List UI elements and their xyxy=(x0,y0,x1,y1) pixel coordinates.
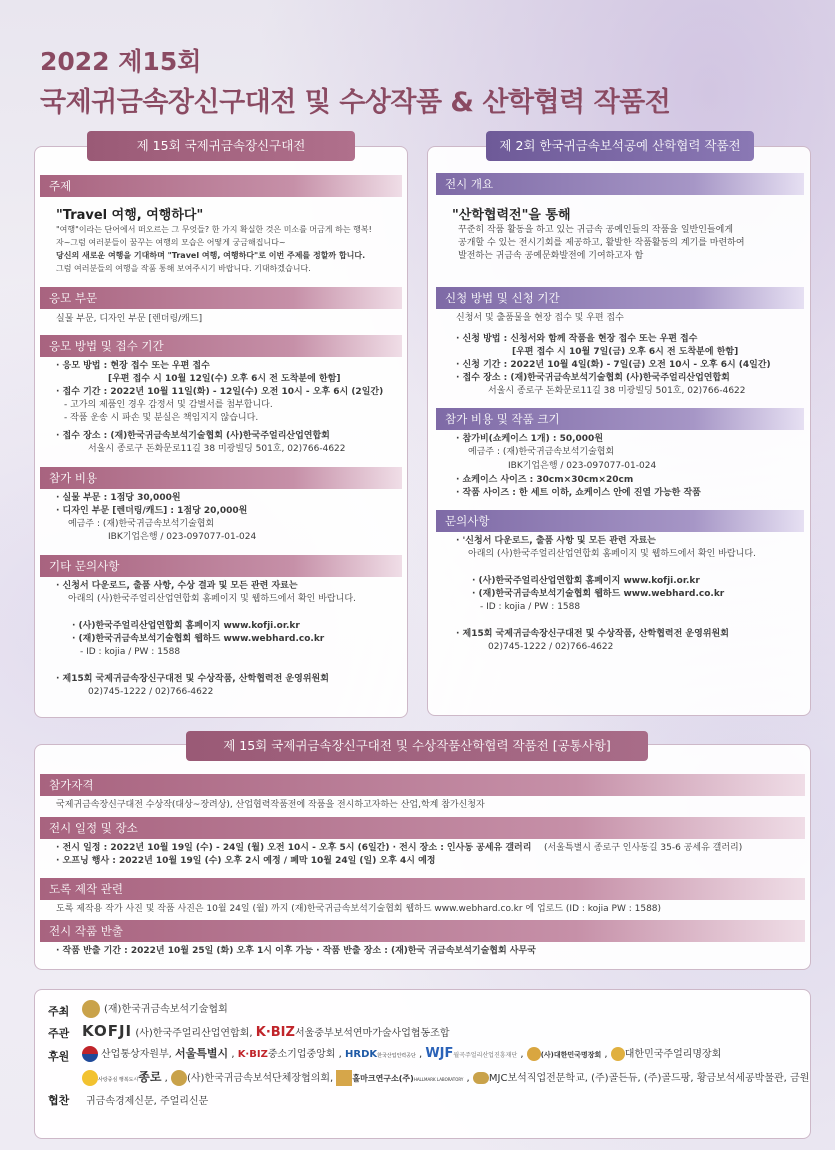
right-fee-l2: 예금주 : (재)한국귀금속보석기술협회 xyxy=(468,447,615,457)
hrdk-sub: 한국산업인력공단 xyxy=(377,1053,416,1059)
right-fee-l3: IBK기업은행 / 023-097077-01-024 xyxy=(508,461,657,471)
org-row xyxy=(82,1022,450,1040)
left-etc-l7: 02)745-1222 / 02)766-4622 xyxy=(88,687,214,697)
jewelry-master-icon xyxy=(611,1047,625,1061)
sp11-names: MJC보석직업전문학교, (주)골든듀, (주)골드팡, 황금보석세공박물관, 금원 xyxy=(488,1073,810,1084)
council-seal-icon xyxy=(171,1070,187,1086)
wjf-logo: WJF xyxy=(425,1046,454,1061)
left-method-l4: - 고가의 제품인 경우 감정서 및 감별서를 첨부합니다. xyxy=(64,400,273,410)
common-catalog-text: 도록 제작용 작가 사진 및 작품 사진은 10월 24일 (월) 까지 (재)한국귀금속보석기술협회 웹하드 www.webhard.co.kr 에 업로드 (ID : kojia PW : 1588) xyxy=(56,904,662,914)
right-inquiry-l1: · '신청서 다운로드, 출품 사항 및 모든 관련 자료는 xyxy=(456,536,656,546)
left-method-l3: · 접수 기간 : 2022년 10월 11일(화) - 12일(수) 오전 10시 - 오후 6시 (2일간) xyxy=(56,387,384,397)
sp3-name: 중소기업중앙회 xyxy=(267,1049,336,1060)
left-category-text: 실물 부문, 디자인 부문 [렌더링/캐드] xyxy=(56,314,203,324)
common-qual-heading: 참가자격 xyxy=(40,774,805,796)
left-method-l5: - 작품 운송 시 파손 및 분실은 책임지지 않습니다. xyxy=(64,413,259,423)
left-panel-title: 제 15회 국제귀금속장신구대전 xyxy=(87,131,355,161)
sp10-sub: HALLMARK LABORATORY xyxy=(413,1077,464,1082)
left-etc-l3: · (사)한국주얼리산업연합회 홈페이지 www.kofji.or.kr xyxy=(72,621,300,631)
right-overview-l1: 꾸준히 작품 활동을 하고 있는 귀금속 공예인들의 작품을 일반인들에게 xyxy=(458,225,734,235)
jongno-sub: 사랑중심 행복도시 xyxy=(98,1077,139,1083)
right-fee-l1: · 참가비(쇼케이스 1개) : 50,000원 xyxy=(456,434,604,444)
common-panel-title: 제 15회 국제귀금속장신구대전 및 수상작품산학협력 작품전 [공통사항] xyxy=(186,731,648,761)
left-theme-l4: 그럼 여러분들의 여행을 작품 통해 보여주시기 바랍니다. 기대하겠습니다. xyxy=(56,264,311,273)
common-return-heading: 전시 작품 반출 xyxy=(40,920,805,942)
right-inquiry-heading: 문의사항 xyxy=(436,510,804,532)
right-overview-heading: 전시 개요 xyxy=(436,173,804,195)
left-etc-l1: · 신청서 다운로드, 출품 사항, 수상 결과 및 모든 관련 자료는 xyxy=(56,581,298,591)
sp6-name: (사)대한민국명장회 xyxy=(540,1051,602,1059)
kojia-seal-icon xyxy=(82,1000,100,1018)
hrdk-logo: HRDK xyxy=(345,1049,378,1060)
right-inquiry-l2: 아래의 (사)한국주얼리산업연합회 홈페이지 및 웹하드에서 확인 바랍니다. xyxy=(468,549,756,559)
right-apply-l4: · 접수 장소 : (재)한국귀금속보석기술협회 (사)한국주얼리산업연합회 xyxy=(456,373,730,383)
right-fee-l5: · 작품 사이즈 : 한 세트 이하, 쇼케이스 안에 진열 가능한 작품 xyxy=(456,488,701,498)
title-main: 국제귀금속장신구대전 및 수상작품 & 산학협력 작품전 xyxy=(40,87,671,118)
right-inquiry-l3: · (사)한국주얼리산업연합회 홈페이지 www.kofji.or.kr xyxy=(472,576,700,586)
left-etc-heading: 기타 문의사항 xyxy=(40,555,402,577)
right-overview-big: "산학협력전"을 통해 xyxy=(452,208,571,223)
common-schedule-l1b: (서울특별시 종로구 인사동길 35-6 공세유 갤러리) xyxy=(544,843,743,853)
jongno-name: 종로 xyxy=(138,1070,162,1084)
mjc-icon xyxy=(473,1072,489,1084)
coop-names: 귀금속경제신문, 주얼리신문 xyxy=(86,1096,209,1107)
left-fee-l2: · 디자인 부문 [렌더링/캐드] : 1점당 20,000원 xyxy=(56,506,248,516)
jongno-icon xyxy=(82,1070,98,1086)
sponsor-row2: 사랑중심 행복도시종로 , (사)한국귀금속보석단체장협의회, 홀마크연구소(주)HALLMARK LABORATORY , MJC보석직업전문학교, (주)골든듀, (주)골드팡, 황금보석세공박물관, 금원 xyxy=(82,1068,809,1086)
left-method-heading: 응모 방법 및 접수 기간 xyxy=(40,335,402,357)
left-etc-l4: · (재)한국귀금속보석기술협회 웹하드 www.webhard.co.kr xyxy=(72,634,325,644)
left-theme-big: "Travel 여행, 여행하다" xyxy=(56,208,204,223)
right-fee-heading: 참가 비용 및 작품 크기 xyxy=(436,408,804,430)
left-theme-l3: 당신의 새로운 여행을 기대하며 "Travel 여행, 여행하다"로 이번 주제를 정할까 합니다. xyxy=(56,251,366,260)
taeguk-icon xyxy=(82,1046,98,1062)
title-year: 2022 제15회 xyxy=(40,47,202,76)
sp10-logo: 홀마크연구소(주) xyxy=(352,1074,414,1083)
sp2-name: 서울특별시 xyxy=(175,1047,229,1060)
right-panel-title: 제 2회 한국귀금속보석공예 산학협력 작품전 xyxy=(486,131,754,161)
left-method-l1: · 응모 방법 : 현장 접수 또는 우편 접수 xyxy=(56,361,210,371)
sponsor-label: 후원 xyxy=(48,1050,70,1063)
right-apply-heading: 신청 방법 및 신청 기간 xyxy=(436,287,804,309)
common-qual-text: 국제귀금속장신구대전 수상작(대상~장려상), 산업협력작품전에 작품을 전시하고자하는 산업,학계 참가신청자 xyxy=(56,800,485,810)
host-name: (재)한국귀금속보석기술협회 xyxy=(104,1004,228,1015)
left-theme-heading: 주제 xyxy=(40,175,402,197)
left-fee-l1: · 실물 부문 : 1점당 30,000원 xyxy=(56,493,181,503)
left-etc-l2: 아래의 (사)한국주얼리산업연합회 홈페이지 및 웹하드에서 확인 바랍니다. xyxy=(68,594,356,604)
common-schedule-heading: 전시 일정 및 장소 xyxy=(40,817,805,839)
sponsor-row1: 산업통상자원부, 서울특별시 , K·BIZ중소기업중앙회 , HRDK한국산업인력공단 , WJF월곡주얼리산업진흥재단 , (사)대한민국명장회 , 대한민국주얼리명장회 xyxy=(82,1045,721,1062)
wjf-name: 월곡주얼리산업진흥재단 xyxy=(453,1052,518,1059)
right-apply-l0: 신청서 및 출품물을 현장 접수 및 우편 접수 xyxy=(456,313,624,323)
right-apply-l1: · 신청 방법 : 신청서와 함께 작품을 현장 접수 또는 우편 접수 xyxy=(456,334,698,344)
left-fee-heading: 참가 비용 xyxy=(40,467,402,489)
kofji-logo: KOFJI xyxy=(82,1022,133,1040)
common-schedule-l2: · 오프닝 행사 : 2022년 10월 19일 (수) 오후 2시 예정 / 폐막 10월 24일 (일) 오후 4시 예정 xyxy=(56,856,436,866)
org1-name: (사)한국주얼리산업연합회, xyxy=(135,1028,253,1039)
sp7-name: 대한민국주얼리명장회 xyxy=(624,1049,722,1060)
kbiz-logo: K·BIZ xyxy=(255,1025,295,1040)
host-row xyxy=(82,1000,228,1018)
org-label: 주관 xyxy=(48,1027,70,1040)
sp3-logo: K·BIZ xyxy=(237,1049,268,1060)
left-fee-l4: IBK기업은행 / 023-097077-01-024 xyxy=(108,532,257,542)
org2-name: 서울중부보석연마가술사업협동조합 xyxy=(294,1028,450,1039)
left-theme-l2: 자~그럼 여러분들이 꿈꾸는 여행의 모습은 어떻게 궁금해집니다~ xyxy=(56,238,286,247)
right-inquiry-l4: · (재)한국귀금속보석기술협회 웹하드 www.webhard.co.kr xyxy=(472,589,725,599)
right-overview-l2: 공개할 수 있는 전시기회를 제공하고, 활발한 작품활동의 계기를 마련하여 xyxy=(458,238,745,248)
common-catalog-heading: 도록 제작 관련 xyxy=(40,878,805,900)
left-etc-l6: · 제15회 국제귀금속장신구대전 및 수상작품, 산학협력전 운영위원회 xyxy=(56,674,329,684)
right-inquiry-l6: · 제15회 국제귀금속장신구대전 및 수상작품, 산학협력전 운영위원회 xyxy=(456,629,729,639)
master-seal-icon xyxy=(527,1047,541,1061)
right-apply-l2: [우편 접수 시 10월 7일(금) 오후 6시 전 도착분에 한함] xyxy=(512,347,739,357)
right-overview-l3: 발전하는 귀금속 공예문화발전에 기여하고자 함 xyxy=(458,251,644,261)
right-inquiry-l7: 02)745-1222 / 02)766-4622 xyxy=(488,642,614,652)
left-theme-l1: "여행"이라는 단어에서 떠오르는 그 무엇들? 한 가지 확실한 것은 미소를 머금게 하는 행복! xyxy=(56,225,372,234)
left-etc-l5: - ID : kojia / PW : 1588 xyxy=(80,647,181,657)
left-fee-l3: 예금주 : (재)한국귀금속보석기술협회 xyxy=(68,519,215,529)
left-category-heading: 응모 부문 xyxy=(40,287,402,309)
right-fee-l4: · 쇼케이스 사이즈 : 30cm×30cm×20cm xyxy=(456,475,634,485)
right-apply-l3: · 신청 기간 : 2022년 10월 4일(화) - 7일(금) 오전 10시 - 오후 6시 (4일간) xyxy=(456,360,771,370)
sp9-name: (사)한국귀금속보석단체장협의회, xyxy=(186,1073,334,1084)
hallmark-icon xyxy=(336,1070,352,1086)
left-method-l7: 서울시 종로구 돈화문로11길 38 미광빌딩 501호, 02)766-4622 xyxy=(88,444,346,454)
common-schedule-l1: · 전시 일정 : 2022년 10월 19일 (수) - 24일 (월) 오전 10시 - 오후 5시 (6일간) · 전시 장소 : 인사동 공세유 갤러리 xyxy=(56,843,532,853)
left-method-l2: [우편 접수 시 10월 12일(수) 오후 6시 전 도착분에 한함] xyxy=(108,374,341,384)
host-label: 주최 xyxy=(48,1005,70,1018)
common-return-text: · 작품 반출 기간 : 2022년 10월 25일 (화) 오후 1시 이후 가능 · 작품 반출 장소 : (재)한국 귀금속보석기술협회 사무국 xyxy=(56,946,536,956)
left-method-l6: · 접수 장소 : (재)한국귀금속보석기술협회 (사)한국주얼리산업연합회 xyxy=(56,431,330,441)
sp1-name: 산업통상자원부, xyxy=(101,1049,172,1060)
coop-label: 협찬 xyxy=(48,1094,70,1107)
right-apply-l5: 서울시 종로구 돈화문로11길 38 미광빌딩 501호, 02)766-4622 xyxy=(488,386,746,396)
right-inquiry-l5: - ID : kojia / PW : 1588 xyxy=(480,602,581,612)
